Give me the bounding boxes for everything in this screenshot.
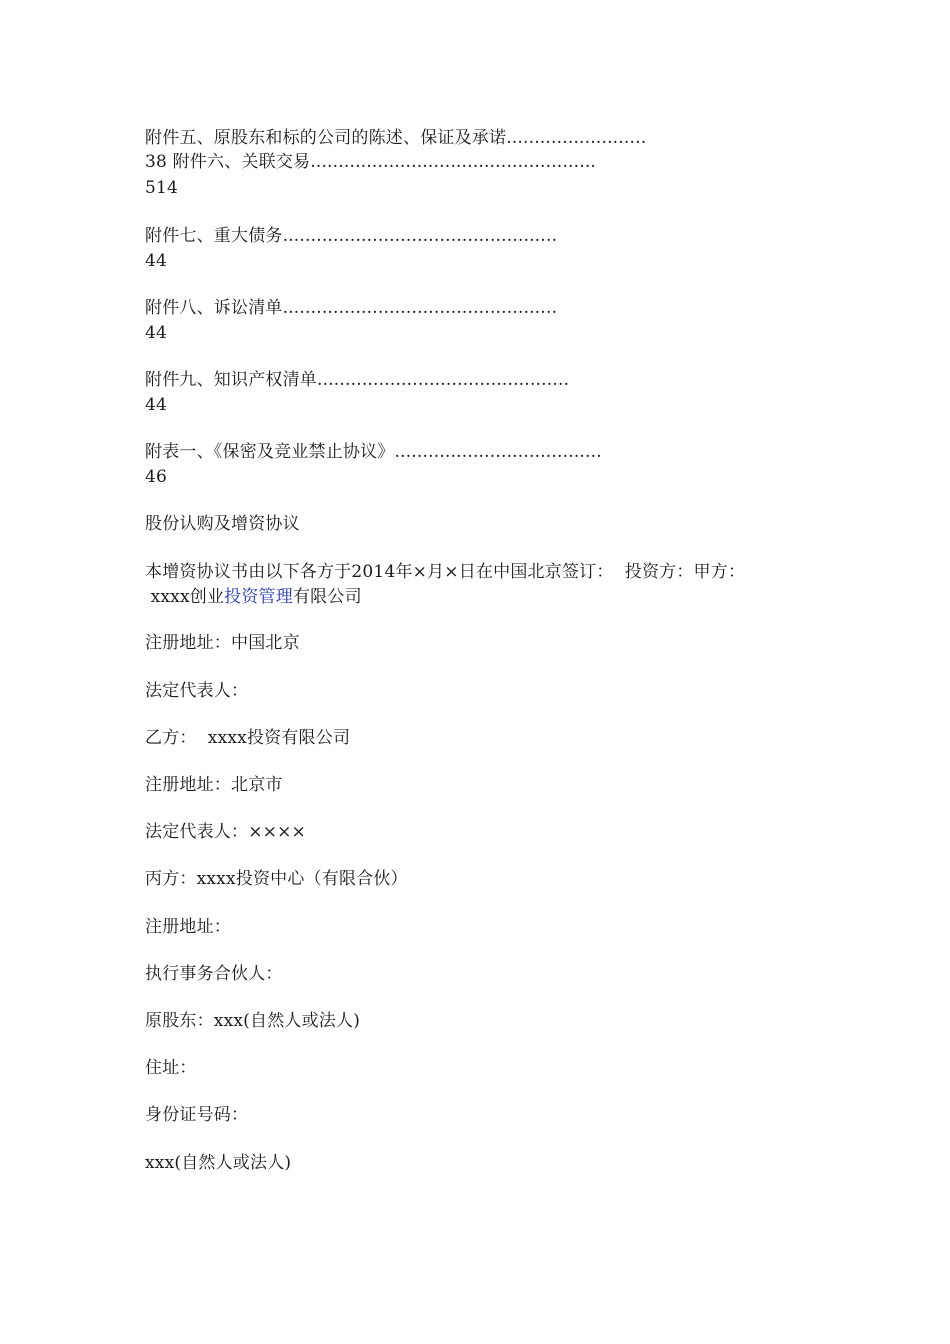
toc-entry-appendix-5: 附件五、原股东和标的公司的陈述、保证及承诺......................... bbox=[145, 128, 647, 148]
toc-entry-schedule-1: 附表一、《保密及竞业禁止协议》..................................... bbox=[145, 442, 602, 462]
investment-management-link[interactable]: 投资管理 bbox=[224, 587, 293, 607]
intro-paragraph: 本增资协议书由以下各方于2014年×月×日在中国北京签订： 投资方：甲方： bbox=[145, 562, 746, 582]
toc-page-number: 44 bbox=[145, 323, 168, 343]
party-b-address: 注册地址：北京市 bbox=[145, 775, 283, 795]
toc-entry-appendix-8: 附件八、诉讼清单................................................. bbox=[145, 298, 558, 318]
toc-page-number: 44 bbox=[145, 251, 168, 271]
document-title: 股份认购及增资协议 bbox=[145, 514, 300, 534]
party-a-address: 注册地址：中国北京 bbox=[145, 633, 300, 653]
party-b: 乙方： xxxx投资有限公司 bbox=[145, 728, 351, 748]
toc-entry-appendix-7: 附件七、重大债务................................................. bbox=[145, 226, 558, 246]
original-shareholder-2: xxx(自然人或法人) bbox=[145, 1153, 292, 1173]
party-c-managing-partner: 执行事务合伙人： bbox=[145, 964, 283, 984]
party-a-representative: 法定代表人： bbox=[145, 681, 249, 701]
toc-entry-appendix-6: 38 附件六、关联交易................................................... bbox=[145, 152, 597, 172]
toc-entry-appendix-9: 附件九、知识产权清单............................................. bbox=[145, 370, 570, 390]
party-a-name-prefix: xxxx创业 bbox=[145, 587, 225, 607]
party-c-address: 注册地址： bbox=[145, 917, 231, 937]
original-shareholder: 原股东：xxx(自然人或法人) bbox=[145, 1011, 361, 1031]
toc-page-number: 514 bbox=[145, 178, 179, 198]
residence: 住址： bbox=[145, 1058, 197, 1078]
party-b-representative: 法定代表人：×××× bbox=[145, 822, 306, 842]
party-c: 丙方：xxxx投资中心（有限合伙） bbox=[145, 869, 408, 889]
toc-page-number: 44 bbox=[145, 395, 168, 415]
toc-page-number: 46 bbox=[145, 467, 168, 487]
id-number: 身份证号码： bbox=[145, 1105, 249, 1125]
party-a-name bbox=[145, 585, 362, 609]
party-a-name-suffix: 有限公司 bbox=[292, 587, 362, 607]
